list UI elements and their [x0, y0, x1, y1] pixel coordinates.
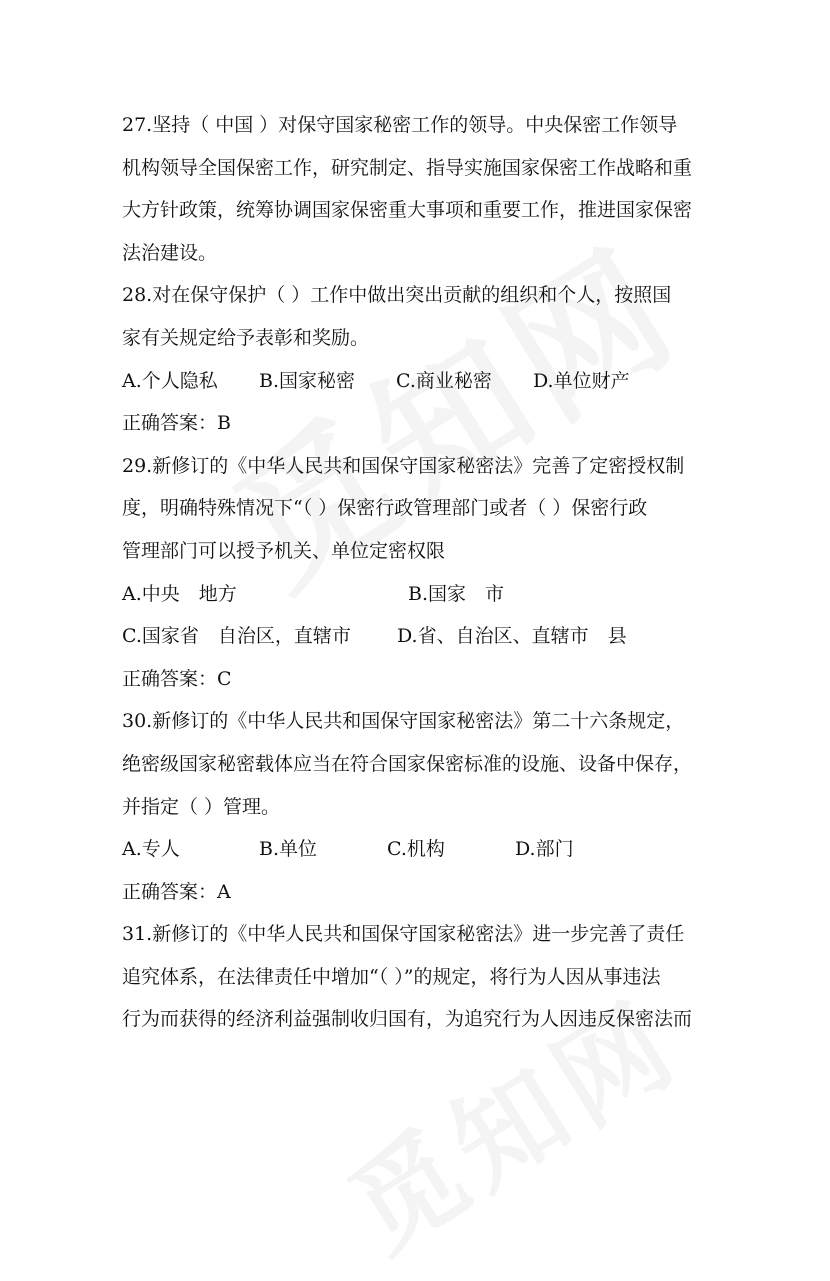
options-row [122, 573, 722, 616]
option-b: B.国家 市 [408, 582, 505, 605]
question-27 [122, 104, 722, 274]
options-row [122, 828, 722, 871]
question-text-line: 31.新修订的《中华人民共和国保守国家秘密法》进一步完善了责任 [122, 923, 685, 946]
option-c: C.商业秘密 [396, 369, 492, 392]
question-text-line: 绝密级国家秘密载体应当在符合国家保密标准的设施、设备中保存， [122, 752, 693, 775]
option-b: B.国家秘密 [259, 369, 356, 392]
option-c: C.国家省 自治区，直辖市 [122, 625, 351, 648]
option-d: D.省、自治区、直辖市 县 [397, 625, 627, 648]
question-text-line: 管理部门可以授予机关、单位定密权限 [122, 539, 446, 562]
question-28 [122, 274, 722, 444]
option-a: A.专人 [122, 838, 180, 861]
answer: 正确答案：B [122, 412, 231, 435]
question-text-line: 机构领导全国保密工作，研究制定、指导实施国家保密工作战略和重 [122, 156, 693, 179]
question-text-line: 度，明确特殊情况下“（ ）保密行政管理部门或者（ ）保密行政 [122, 497, 648, 520]
answer: 正确答案：A [122, 880, 231, 903]
question-text-line: 追究体系，在法律责任中增加“（ ）”的规定，将行为人因从事违法 [122, 965, 661, 988]
document-body [122, 104, 722, 1041]
options-row [122, 360, 722, 403]
question-text-line: 家有关规定给予表彰和奖励。 [122, 326, 370, 349]
question-text-line: 27.坚持（ 中国 ）对保守国家秘密工作的领导。中央保密工作领导 [122, 114, 678, 136]
options-row [122, 615, 722, 658]
option-b: B.单位 [259, 838, 318, 861]
option-d: D.单位财产 [533, 369, 630, 392]
question-text-line: 29.新修订的《中华人民共和国保守国家秘密法》完善了定密授权制 [122, 454, 685, 477]
option-a: A.个人隐私 [122, 369, 218, 392]
question-text-line: 法治建设。 [122, 241, 218, 264]
question-text-line: 大方针政策，统筹协调国家保密重大事项和重要工作，推进国家保密 [122, 199, 693, 222]
question-29 [122, 445, 722, 701]
option-d: D.部门 [515, 838, 574, 861]
question-text-line: 并指定（ ）管理。 [122, 795, 281, 818]
option-c: C.机构 [387, 838, 445, 861]
question-31 [122, 913, 722, 1041]
question-text-line: 行为而获得的经济利益强制收归国有，为追究行为人因违反保密法而 [122, 1008, 693, 1031]
question-text-line: 30.新修订的《中华人民共和国保守国家秘密法》第二十六条规定， [122, 710, 685, 733]
question-text-line: 28.对在保守保护（ ）工作中做出突出贡献的组织和个人，按照国 [122, 284, 672, 307]
answer: 正确答案：C [122, 667, 232, 690]
question-30 [122, 700, 722, 913]
option-a: A.中央 地方 [122, 582, 237, 605]
